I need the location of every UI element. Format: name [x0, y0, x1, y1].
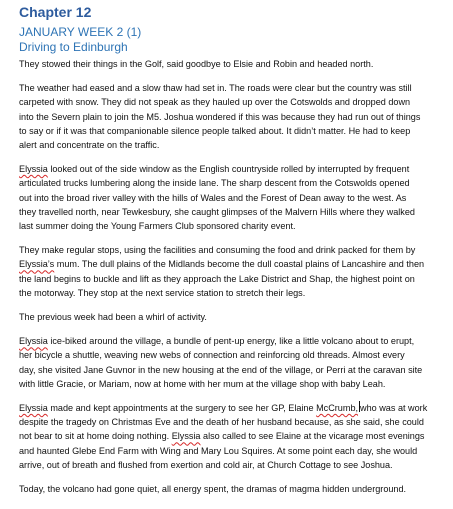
text-fragment: who was at work [360, 403, 428, 414]
text-fragment: mum. The dull plains of the Midlands become the dull coastal plains of Lancashire and then [56, 259, 425, 270]
paragraph-5[interactable] [19, 310, 447, 324]
text-line: last summer doing the Young Farmers Club sponsored charity event. [19, 221, 296, 232]
paragraph-2[interactable] [19, 81, 447, 152]
text-line: into the Severn plain to join the M5. Joshua wondered if this was because they had run out of things [19, 111, 421, 122]
paragraph-3[interactable] [19, 162, 447, 233]
text-line: They stowed their things in the Golf, said goodbye to Elsie and Robin and headed north. [19, 59, 374, 69]
paragraph-8[interactable] [19, 482, 447, 496]
paragraph-7[interactable] [19, 401, 447, 472]
paragraph-1[interactable] [19, 57, 447, 71]
spellcheck-word[interactable]: Elyssia [19, 403, 48, 414]
text-fragment: ice-biked around the village, a bundle of pent-up energy, like a little volcano about to erupt, [50, 336, 415, 347]
text-line: the land begins to buckle and lift as they approach the Lake District and Shap, the highest point on [19, 273, 415, 284]
text-line [19, 334, 447, 348]
text-line: her bicycle a shuttle, weaving new webs of connection and reinforcing old threads. Almost every [19, 350, 405, 361]
spellcheck-word[interactable]: Elyssia [19, 336, 48, 347]
text-line: out into the broad river valley with the hills of Wales and the Forest of Dean away to the west. As [19, 192, 407, 203]
text-line: carpeted with snow. They did not speak as they hauled up over the Cotswolds and dropped down [19, 97, 411, 108]
paragraph-4[interactable] [19, 243, 447, 300]
text-line: and haunted Glebe End Farm with Wing and Mary Lou Squires. At some point each day, she would [19, 445, 418, 456]
text-fragment: made and kept appointments at the surgery to see her GP, Elaine [50, 403, 314, 414]
text-line: day, she visited Jane Guvnor in the new housing at the end of the village, or Perri at the caravan site [19, 364, 423, 375]
paragraph-6[interactable] [19, 334, 447, 391]
text-line: the motorway. They stop at the next service station to stretch their legs. [19, 287, 306, 298]
text-line: alert and concentrate on the traffic. [19, 140, 160, 151]
text-line: The previous week had been a whirl of activity. [19, 312, 207, 323]
section-title: JANUARY WEEK 2 (1) [19, 25, 142, 39]
text-line [19, 162, 447, 176]
text-fragment: also called to see Elaine at the vicarage most evenings [203, 431, 425, 442]
document-page[interactable] [19, 3, 447, 506]
text-line: despite the tragedy on Christmas Eve and the death of her husband because, as she said, she could [19, 417, 424, 428]
text-line: they travelled north, near Tewkesbury, she caught glimpses of the Malvern Hills where they walked [19, 206, 415, 217]
text-line: to say or if it was that companionable silence people talked about. It didn’t matter. He had to keep [19, 125, 411, 136]
text-line: They make regular stops, using the facilities and consuming the food and drink packed for them by [19, 245, 416, 256]
text-line: arrive, out of breath and flushed from exertion and cold air, at Church Cottage to see Joshua. [19, 459, 393, 470]
text-line [19, 429, 447, 443]
text-fragment: looked out of the side window as the English countryside rolled by interrupted by frequent [50, 164, 410, 175]
text-line [19, 257, 447, 271]
spellcheck-word[interactable]: Elyssia [19, 164, 48, 175]
spellcheck-word[interactable]: Elyssia [171, 431, 201, 442]
chapter-title: Chapter 12 [19, 4, 92, 20]
subsection-title: Driving to Edinburgh [19, 40, 128, 54]
text-fragment: not bear to sit at home doing nothing. [19, 431, 170, 442]
text-line: The weather had eased and a slow thaw had set in. The roads were clear but the country was still [19, 83, 412, 94]
spellcheck-word[interactable]: McCrumb, [316, 403, 359, 414]
text-line: with little Gracie, or Mariam, now at home with her mum at the village shop with baby Leah. [19, 378, 386, 389]
text-line: articulated trucks lumbering along the inside lane. The sharp descent from the Cotswolds opened [19, 178, 410, 189]
text-line: Today, the volcano had gone quiet, all energy spent, the dramas of magma hidden underground. [19, 484, 407, 495]
text-line [19, 401, 447, 415]
spellcheck-word[interactable]: Elyssia’s [19, 259, 55, 270]
